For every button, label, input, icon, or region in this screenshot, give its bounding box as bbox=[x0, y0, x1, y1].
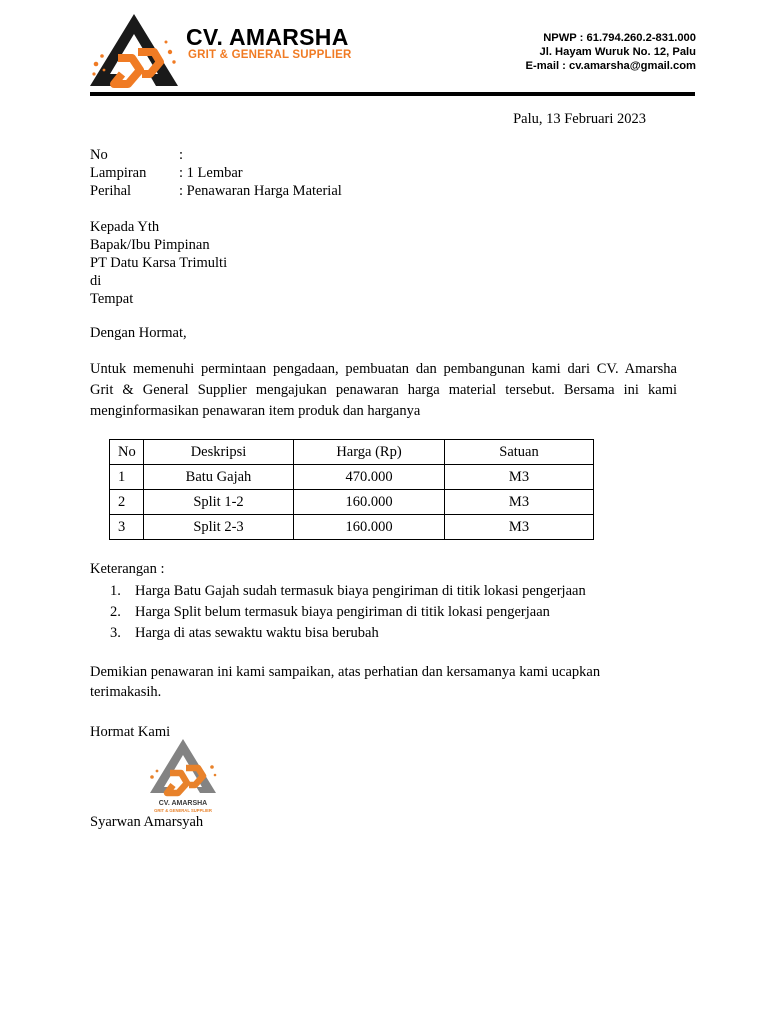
table-cell-no: 2 bbox=[110, 490, 144, 515]
meta-value: : bbox=[179, 147, 184, 163]
column-header-no: No bbox=[110, 440, 144, 465]
notes-list bbox=[110, 581, 586, 644]
company-name: CV. AMARSHA bbox=[186, 24, 349, 50]
company-logo-icon bbox=[88, 12, 180, 88]
table-cell-deskripsi: Batu Gajah bbox=[144, 465, 294, 490]
table-cell-harga: 160.000 bbox=[294, 490, 445, 515]
intro-paragraph bbox=[90, 359, 677, 422]
meta-value: : 1 Lembar bbox=[179, 165, 243, 181]
price-table bbox=[109, 439, 594, 540]
list-item bbox=[110, 581, 586, 602]
table-cell-satuan: M3 bbox=[445, 515, 594, 540]
company-address: Jl. Hayam Wuruk No. 12, Palu bbox=[539, 46, 696, 58]
notes-title: Keterangan : bbox=[90, 561, 165, 577]
table-cell-deskripsi: Split 1-2 bbox=[144, 490, 294, 515]
table-cell-satuan: M3 bbox=[445, 490, 594, 515]
table-cell-no: 1 bbox=[110, 465, 144, 490]
company-email: E-mail : cv.amarsha@gmail.com bbox=[525, 60, 696, 72]
note-text: Harga di atas sewaktu waktu bisa berubah bbox=[135, 625, 379, 641]
meta-label: Perihal bbox=[90, 183, 132, 199]
recipient-line: di bbox=[90, 273, 102, 289]
intro-line: menginformasikan penawaran item produk dan harganya bbox=[90, 403, 421, 419]
table-cell-no: 3 bbox=[110, 515, 144, 540]
meta-row-lampiran bbox=[90, 164, 342, 182]
note-text: Harga Batu Gajah sudah termasuk biaya pengiriman di titik lokasi pengerjaan bbox=[135, 583, 586, 599]
company-contact bbox=[526, 31, 697, 73]
intro-line: Grit & General Supplier mengajukan penawaran harga material tersebut. Bersama ini kami bbox=[90, 382, 677, 398]
table-cell-harga: 160.000 bbox=[294, 515, 445, 540]
note-text: Harga Split belum termasuk biaya pengiriman di titik lokasi pengerjaan bbox=[135, 604, 550, 620]
recipient-line: Tempat bbox=[90, 291, 134, 307]
closing-paragraph bbox=[90, 662, 600, 702]
intro-line: Untuk memenuhi permintaan pengadaan, pembuatan dan pembangunan kami dari CV. Amarsha bbox=[90, 361, 677, 377]
table-row bbox=[110, 465, 594, 490]
table-row bbox=[110, 515, 594, 540]
meta-label: Lampiran bbox=[90, 165, 147, 181]
meta-value: : Penawaran Harga Material bbox=[179, 183, 342, 199]
table-cell-harga: 470.000 bbox=[294, 465, 445, 490]
letterhead-divider bbox=[90, 92, 695, 96]
column-header-deskripsi: Deskripsi bbox=[144, 440, 294, 465]
recipient-line: Bapak/Ibu Pimpinan bbox=[90, 237, 210, 253]
list-item bbox=[110, 623, 586, 644]
signoff: Hormat Kami bbox=[90, 724, 171, 740]
letter-date: Palu, 13 Februari 2023 bbox=[513, 111, 646, 127]
table-row bbox=[110, 490, 594, 515]
table-cell-satuan: M3 bbox=[445, 465, 594, 490]
closing-line: terimakasih. bbox=[90, 684, 162, 700]
company-stamp-icon bbox=[146, 737, 220, 813]
column-header-harga: Harga (Rp) bbox=[294, 440, 445, 465]
list-item bbox=[110, 602, 586, 623]
column-header-satuan: Satuan bbox=[445, 440, 594, 465]
stamp-name: CV. AMARSHA bbox=[158, 800, 208, 807]
company-npwp: NPWP : 61.794.260.2-831.000 bbox=[543, 32, 696, 44]
closing-line: Demikian penawaran ini kami sampaikan, atas perhatian dan kersamanya kami ucapkan bbox=[90, 664, 601, 680]
recipient-line: PT Datu Karsa Trimulti bbox=[90, 255, 228, 271]
meta-label: No bbox=[90, 147, 108, 163]
note-number: 3. bbox=[110, 625, 121, 641]
table-header-row bbox=[110, 440, 594, 465]
meta-row-perihal bbox=[90, 182, 342, 200]
stamp-tagline: GRIT & GENERAL SUPPLIER bbox=[154, 808, 212, 813]
signer-name: Syarwan Amarsyah bbox=[90, 814, 204, 830]
table-cell-deskripsi: Split 2-3 bbox=[144, 515, 294, 540]
recipient-line: Kepada Yth bbox=[90, 219, 160, 235]
recipient-block bbox=[90, 218, 227, 308]
meta-row-no bbox=[90, 146, 342, 164]
note-number: 2. bbox=[110, 604, 121, 620]
note-number: 1. bbox=[110, 583, 121, 599]
letter-meta bbox=[90, 146, 342, 200]
salutation: Dengan Hormat, bbox=[90, 325, 187, 341]
company-tagline: GRIT & GENERAL SUPPLIER bbox=[188, 49, 352, 61]
